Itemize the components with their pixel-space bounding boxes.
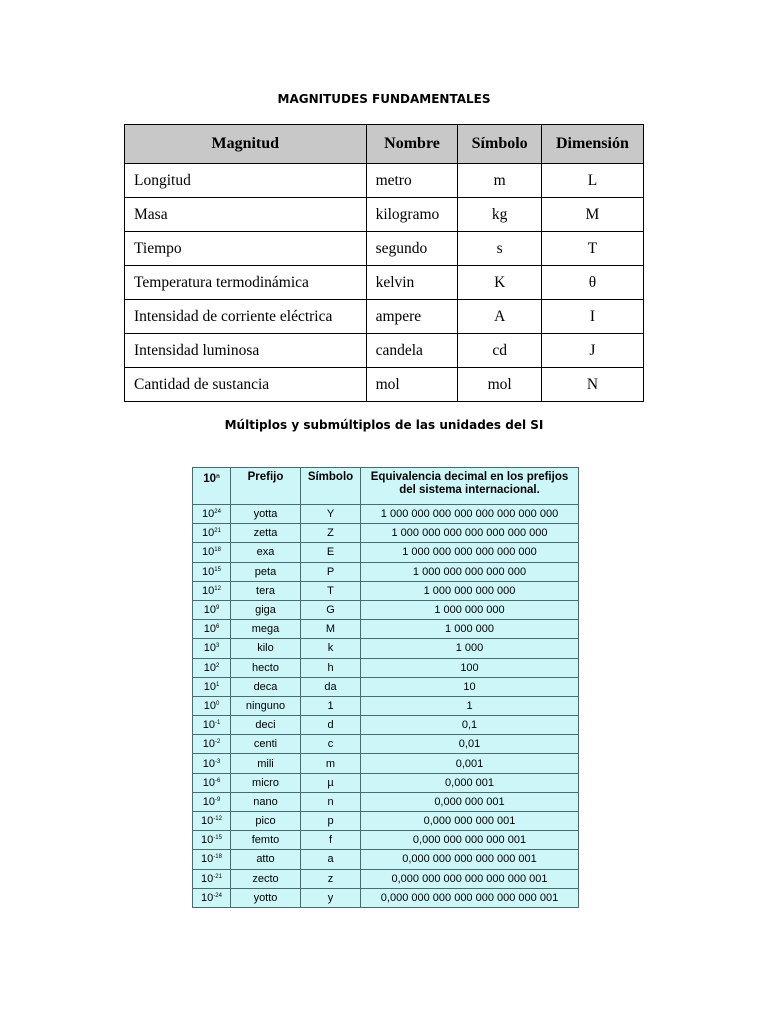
cell-power: $10^{-15}$	[193, 831, 231, 850]
table-row	[193, 581, 579, 600]
cell-simbolo: d	[301, 716, 361, 735]
cell-equivalencia: 1 000 000 000 000 000	[361, 562, 579, 581]
table-row	[193, 543, 579, 562]
cell-prefijo: zecto	[231, 869, 301, 888]
cell-dimension: I	[541, 300, 643, 334]
cell-power: $10^{-6}$	[193, 773, 231, 792]
cell-simbolo: 1	[301, 696, 361, 715]
table-row	[125, 266, 644, 300]
cell-simbolo: µ	[301, 773, 361, 792]
cell-magnitud: Masa	[125, 198, 367, 232]
cell-equivalencia: 1 000 000 000	[361, 600, 579, 619]
cell-simbolo: z	[301, 869, 361, 888]
cell-prefijo: atto	[231, 850, 301, 869]
table-row	[125, 368, 644, 402]
table-row	[193, 869, 579, 888]
cell-equivalencia: 0,000 001	[361, 773, 579, 792]
cell-power: $10^{-18}$	[193, 850, 231, 869]
table-row	[193, 812, 579, 831]
cell-dimension: θ	[541, 266, 643, 300]
cell-prefijo: deci	[231, 716, 301, 735]
cell-prefijo: deca	[231, 677, 301, 696]
cell-simbolo: Z	[301, 524, 361, 543]
cell-dimension: L	[541, 164, 643, 198]
cell-equivalencia: 1 000 000 000 000 000 000 000	[361, 524, 579, 543]
cell-power: $10^{24}$	[193, 505, 231, 524]
cell-equivalencia: 1 000 000 000 000 000 000 000 000	[361, 505, 579, 524]
table-row	[193, 773, 579, 792]
cell-prefijo: exa	[231, 543, 301, 562]
cell-simbolo: n	[301, 792, 361, 811]
cell-simbolo: P	[301, 562, 361, 581]
cell-simbolo: mol	[458, 368, 541, 402]
table-row	[193, 639, 579, 658]
cell-prefijo: kilo	[231, 639, 301, 658]
cell-prefijo: yotto	[231, 888, 301, 907]
cell-nombre: segundo	[366, 232, 458, 266]
cell-simbolo: K	[458, 266, 541, 300]
cell-equivalencia: 0,000 000 000 000 000 000 001	[361, 869, 579, 888]
cell-magnitud: Temperatura termodinámica	[125, 266, 367, 300]
table-row	[193, 696, 579, 715]
cell-prefijo: mili	[231, 754, 301, 773]
cell-prefijo: femto	[231, 831, 301, 850]
table-row	[193, 735, 579, 754]
table-row	[193, 888, 579, 907]
table-row	[193, 505, 579, 524]
cell-power: $10^{-24}$	[193, 888, 231, 907]
header-simbolo: Símbolo	[458, 125, 541, 164]
cell-simbolo: c	[301, 735, 361, 754]
cell-nombre: ampere	[366, 300, 458, 334]
cell-nombre: kilogramo	[366, 198, 458, 232]
cell-magnitud: Intensidad de corriente eléctrica	[125, 300, 367, 334]
table-row	[125, 164, 644, 198]
cell-equivalencia: 0,000 000 000 000 001	[361, 831, 579, 850]
cell-equivalencia: 0,000 000 000 001	[361, 812, 579, 831]
table-row	[193, 754, 579, 773]
header-magnitud: Magnitud	[125, 125, 367, 164]
cell-prefijo: zetta	[231, 524, 301, 543]
table-row	[125, 232, 644, 266]
cell-magnitud: Longitud	[125, 164, 367, 198]
header-nombre: Nombre	[366, 125, 458, 164]
cell-simbolo: da	[301, 677, 361, 696]
cell-simbolo: s	[458, 232, 541, 266]
table-header-row	[125, 125, 644, 164]
cell-prefijo: tera	[231, 581, 301, 600]
cell-prefijo: micro	[231, 773, 301, 792]
cell-magnitud: Tiempo	[125, 232, 367, 266]
table-row	[193, 524, 579, 543]
table-row	[193, 831, 579, 850]
cell-prefijo: mega	[231, 620, 301, 639]
cell-equivalencia: 1 000 000 000 000 000 000	[361, 543, 579, 562]
table-row	[193, 620, 579, 639]
cell-simbolo: cd	[458, 334, 541, 368]
cell-simbolo: T	[301, 581, 361, 600]
cell-nombre: mol	[366, 368, 458, 402]
cell-power: $10^{12}$	[193, 581, 231, 600]
cell-dimension: M	[541, 198, 643, 232]
cell-power: $10^{21}$	[193, 524, 231, 543]
cell-simbolo: m	[301, 754, 361, 773]
cell-prefijo: centi	[231, 735, 301, 754]
cell-prefijo: ninguno	[231, 696, 301, 715]
si-prefixes-table	[192, 467, 579, 908]
cell-power: $10^{-12}$	[193, 812, 231, 831]
table-row	[193, 677, 579, 696]
cell-magnitud: Cantidad de sustancia	[125, 368, 367, 402]
cell-power: $10^{15}$	[193, 562, 231, 581]
cell-equivalencia: 100	[361, 658, 579, 677]
cell-prefijo: hecto	[231, 658, 301, 677]
cell-equivalencia: 1	[361, 696, 579, 715]
table-row	[193, 716, 579, 735]
header-dimension: Dimensión	[541, 125, 643, 164]
cell-power: $10^{-3}$	[193, 754, 231, 773]
cell-simbolo: y	[301, 888, 361, 907]
cell-prefijo: peta	[231, 562, 301, 581]
cell-prefijo: pico	[231, 812, 301, 831]
table-row	[193, 792, 579, 811]
table-header-row	[193, 468, 579, 505]
fundamental-magnitudes-table	[124, 124, 644, 402]
table-row	[125, 334, 644, 368]
cell-power: $10^9$	[193, 600, 231, 619]
cell-simbolo: Y	[301, 505, 361, 524]
cell-nombre: candela	[366, 334, 458, 368]
cell-nombre: metro	[366, 164, 458, 198]
table-row	[193, 600, 579, 619]
cell-power: $10^{18}$	[193, 543, 231, 562]
cell-equivalencia: 0,1	[361, 716, 579, 735]
cell-equivalencia: 1 000 000 000 000	[361, 581, 579, 600]
cell-prefijo: yotta	[231, 505, 301, 524]
cell-simbolo: f	[301, 831, 361, 850]
table-row	[193, 850, 579, 869]
cell-simbolo: k	[301, 639, 361, 658]
cell-simbolo: h	[301, 658, 361, 677]
cell-equivalencia: 0,001	[361, 754, 579, 773]
cell-dimension: N	[541, 368, 643, 402]
table-row	[193, 658, 579, 677]
cell-equivalencia: 1 000 000	[361, 620, 579, 639]
table-row	[125, 300, 644, 334]
table-row	[125, 198, 644, 232]
cell-simbolo: M	[301, 620, 361, 639]
cell-power: $10^1$	[193, 677, 231, 696]
cell-dimension: J	[541, 334, 643, 368]
cell-power: $10^2$	[193, 658, 231, 677]
cell-equivalencia: 0,01	[361, 735, 579, 754]
cell-prefijo: giga	[231, 600, 301, 619]
header-power: 10$^n$	[193, 468, 231, 505]
title-multiplos-submultiplos: Múltiplos y submúltiplos de las unidades del SI	[224, 418, 544, 432]
cell-simbolo: E	[301, 543, 361, 562]
cell-simbolo: G	[301, 600, 361, 619]
title-magnitudes-fundamentales: MAGNITUDES FUNDAMENTALES	[277, 92, 491, 106]
cell-power: $10^{-2}$	[193, 735, 231, 754]
header-simbolo: Símbolo	[301, 468, 361, 505]
cell-prefijo: nano	[231, 792, 301, 811]
cell-simbolo: a	[301, 850, 361, 869]
cell-dimension: T	[541, 232, 643, 266]
cell-equivalencia: 0,000 000 000 000 000 001	[361, 850, 579, 869]
cell-simbolo: m	[458, 164, 541, 198]
cell-equivalencia: 1 000	[361, 639, 579, 658]
header-equivalencia: Equivalencia decimal en los prefijos del sistema internacional.	[361, 468, 579, 505]
cell-simbolo: A	[458, 300, 541, 334]
cell-equivalencia: 10	[361, 677, 579, 696]
cell-power: $10^{-9}$	[193, 792, 231, 811]
cell-power: $10^0$	[193, 696, 231, 715]
cell-power: $10^3$	[193, 639, 231, 658]
cell-power: $10^{-21}$	[193, 869, 231, 888]
cell-nombre: kelvin	[366, 266, 458, 300]
cell-magnitud: Intensidad luminosa	[125, 334, 367, 368]
cell-equivalencia: 0,000 000 000 000 000 000 000 001	[361, 888, 579, 907]
cell-simbolo: kg	[458, 198, 541, 232]
cell-simbolo: p	[301, 812, 361, 831]
cell-equivalencia: 0,000 000 001	[361, 792, 579, 811]
table-row	[193, 562, 579, 581]
cell-power: $10^{-1}$	[193, 716, 231, 735]
cell-power: $10^6$	[193, 620, 231, 639]
header-prefijo: Prefijo	[231, 468, 301, 505]
